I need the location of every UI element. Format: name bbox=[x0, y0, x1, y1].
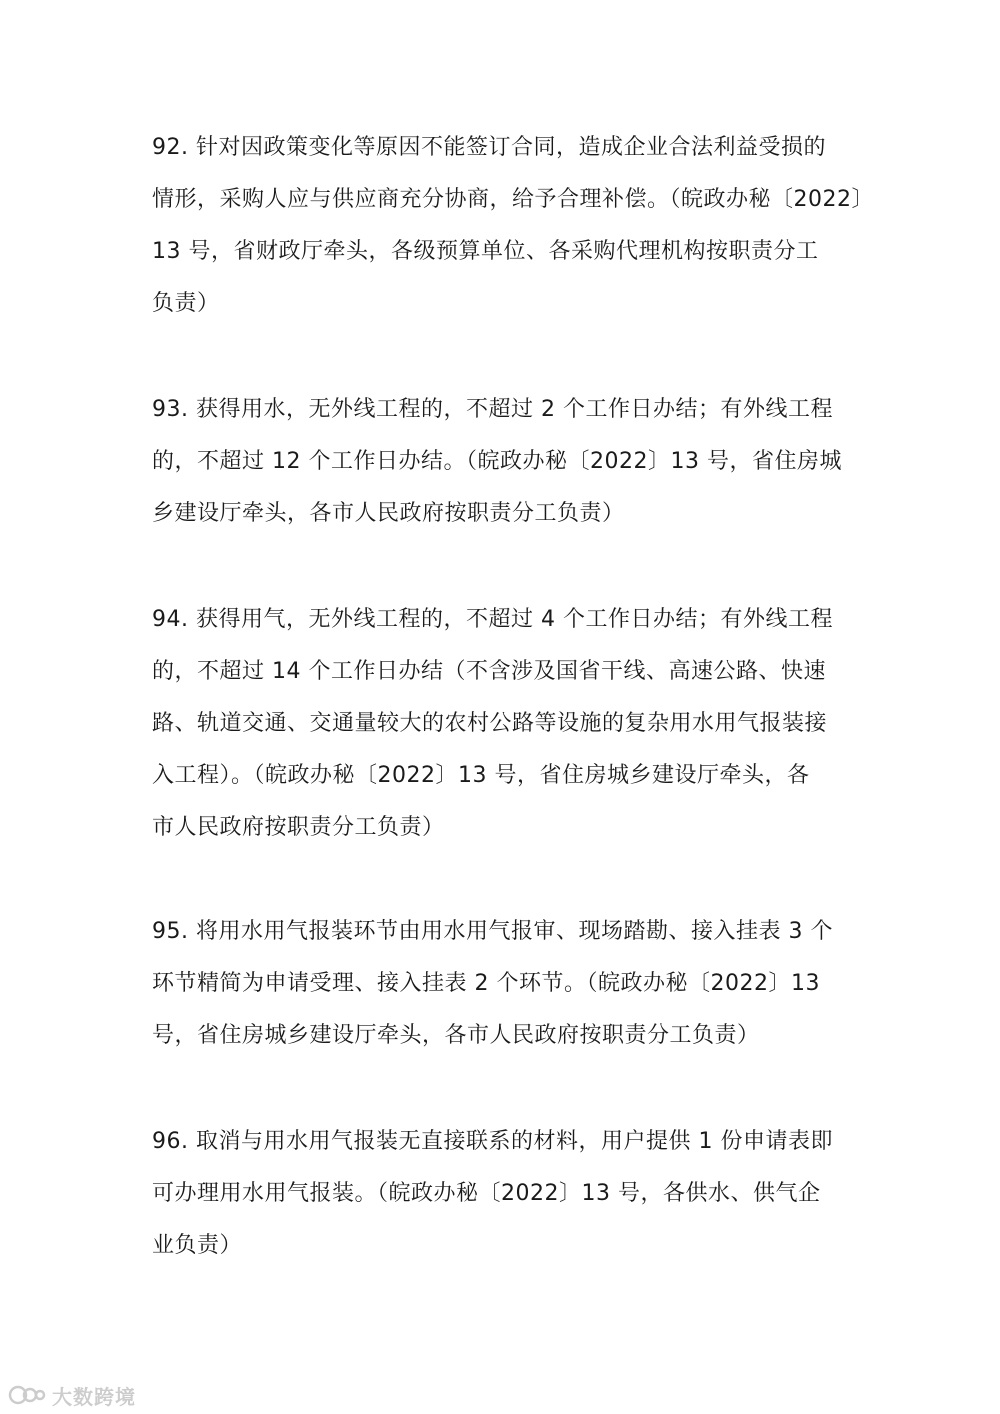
paragraph-item-96 bbox=[152, 1116, 852, 1272]
paragraph-item-94 bbox=[152, 594, 852, 854]
text-line: 乡建设厅牵头，各市人民政府按职责分工负责） bbox=[152, 501, 625, 526]
text-line: 号，省住房城乡建设厅牵头，各市人民政府按职责分工负责） bbox=[152, 1023, 760, 1048]
text-line: 94. 获得用气，无外线工程的，不超过 4 个工作日办结；有外线工程 bbox=[152, 607, 833, 632]
watermark-logo-icon bbox=[8, 1382, 46, 1408]
watermark bbox=[8, 1380, 136, 1410]
text-line: 环节精简为申请受理、接入挂表 2 个环节。（皖政办秘〔2022〕13 bbox=[152, 971, 820, 996]
text-line: 入工程）。（皖政办秘〔2022〕13 号，省住房城乡建设厅牵头，各 bbox=[152, 763, 810, 788]
text-line: 情形，采购人应与供应商充分协商，给予合理补偿。（皖政办秘〔2022〕 bbox=[152, 187, 874, 212]
text-line: 可办理用水用气报装。（皖政办秘〔2022〕13 号，各供水、供气企 bbox=[152, 1181, 821, 1206]
paragraph-item-92 bbox=[152, 122, 874, 330]
text-line: 的，不超过 12 个工作日办结。（皖政办秘〔2022〕13 号，省住房城 bbox=[152, 449, 842, 474]
text-line: 业负责） bbox=[152, 1233, 243, 1258]
text-line: 92. 针对因政策变化等原因不能签订合同，造成企业合法利益受损的 bbox=[152, 135, 826, 160]
paragraph-item-93 bbox=[152, 384, 852, 540]
text-line: 负责） bbox=[152, 291, 220, 316]
text-line: 市人民政府按职责分工负责） bbox=[152, 815, 445, 840]
text-line: 的，不超过 14 个工作日办结（不含涉及国省干线、高速公路、快速 bbox=[152, 659, 826, 684]
text-line: 13 号，省财政厅牵头，各级预算单位、各采购代理机构按职责分工 bbox=[152, 239, 819, 264]
text-line: 93. 获得用水，无外线工程的，不超过 2 个工作日办结；有外线工程 bbox=[152, 397, 833, 422]
text-line: 96. 取消与用水用气报装无直接联系的材料，用户提供 1 份申请表即 bbox=[152, 1129, 833, 1154]
text-line: 95. 将用水用气报装环节由用水用气报审、现场踏勘、接入挂表 3 个 bbox=[152, 919, 833, 944]
watermark-text: 大数跨境 bbox=[52, 1384, 136, 1409]
text-line: 路、轨道交通、交通量较大的农村公路等设施的复杂用水用气报装接 bbox=[152, 711, 828, 736]
paragraph-item-95 bbox=[152, 906, 852, 1062]
